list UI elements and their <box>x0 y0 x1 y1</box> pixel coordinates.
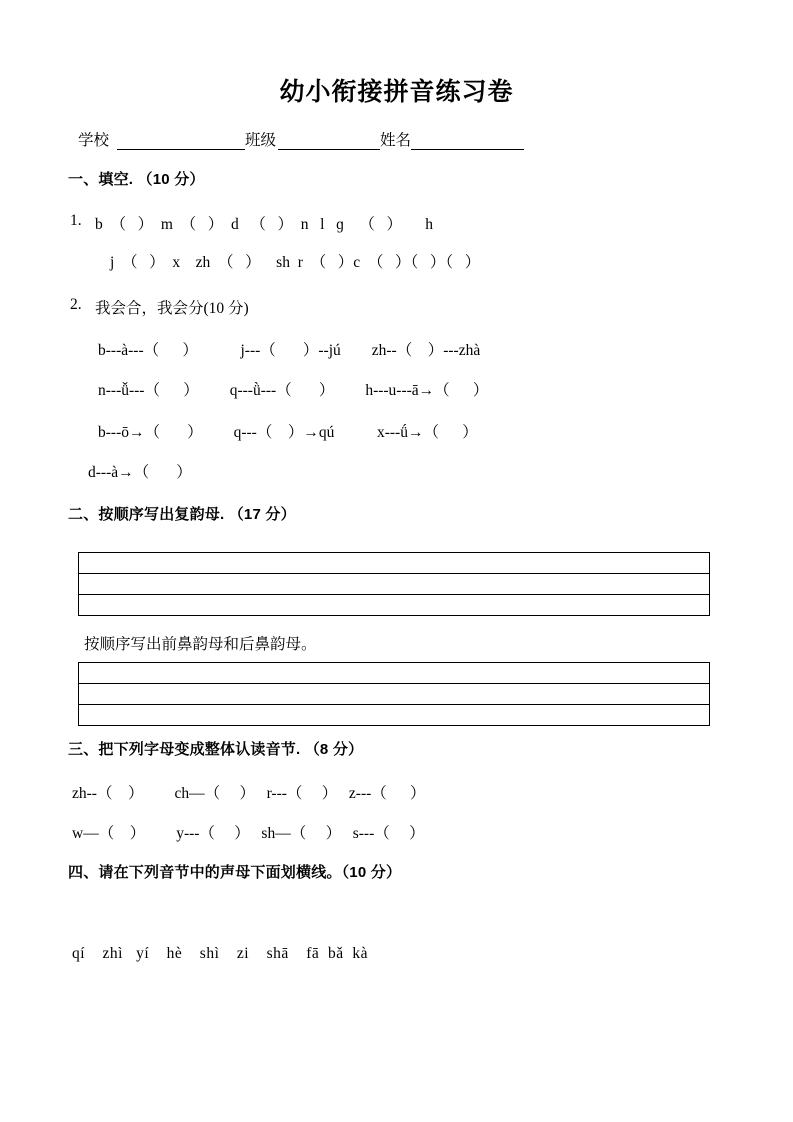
answer-cell[interactable] <box>79 595 710 616</box>
school-label: 学校 <box>78 132 110 149</box>
underline-initials-syllables[interactable]: qí zhì yí hè shì zi shā fā bǎ kà <box>72 945 369 962</box>
name-label: 姓名 <box>380 132 412 149</box>
nasal-finals-instruction: 按顺序写出前鼻韵母和后鼻韵母。 <box>84 636 317 653</box>
table-row[interactable] <box>79 574 710 595</box>
table-row[interactable] <box>79 553 710 574</box>
table-row[interactable] <box>79 663 710 684</box>
combine-row-3[interactable]: b---ō→（ ） q---（ ）→qú x---ǘ→（ ） <box>98 424 478 441</box>
table-row[interactable] <box>79 705 710 726</box>
combine-row-2[interactable]: n---ǚ---（ ） q---ǜ---（ ） h---u---ā→（ ） <box>98 382 489 399</box>
fill-blank-row-1[interactable]: b （ ） m （ ） d （ ） n l ɡ （ ） h <box>95 216 433 233</box>
class-label: 班级 <box>245 132 277 149</box>
fill-blank-row-2[interactable]: j （ ） x zh （ ） sh r （ ）c （ ）（ ）（ ） <box>110 254 481 271</box>
name-input-rule[interactable] <box>411 134 524 150</box>
combine-split-instruction: 我会合，我会分(10 分) <box>95 300 249 317</box>
section-heading-1: 一、填空. （10 分） <box>68 171 205 188</box>
combine-row-1[interactable]: b---à---（ ） j---（ ）--jú zh--（ ）---zhà <box>98 342 481 359</box>
answer-cell[interactable] <box>79 684 710 705</box>
fill-blank-row-1-label: 1. <box>70 212 82 229</box>
whole-syllable-row-2[interactable]: w—（ ） y---（ ） sh—（ ） s---（ ） <box>72 825 425 842</box>
answer-cell[interactable] <box>79 705 710 726</box>
answer-cell[interactable] <box>79 574 710 595</box>
section-heading-3: 三、把下列字母变成整体认读音节. （8 分） <box>68 741 364 758</box>
answer-cell[interactable] <box>79 553 710 574</box>
combine-row-4[interactable]: d---à→（ ） <box>88 464 192 481</box>
whole-syllable-row-1[interactable]: zh--（ ） ch—（ ） r---（ ） z---（ ） <box>72 785 426 802</box>
section-heading-4: 四、请在下列音节中的声母下面划横线。（10 分） <box>68 864 402 881</box>
table-row[interactable] <box>79 595 710 616</box>
compound-finals-answer-table[interactable] <box>78 552 710 616</box>
identity-line <box>78 128 718 152</box>
school-input-rule[interactable] <box>117 134 245 150</box>
page-title: 幼小衔接拼音练习卷 <box>279 78 514 106</box>
table-row[interactable] <box>79 684 710 705</box>
fill-blank-row-3-label: 2. <box>70 296 82 313</box>
nasal-finals-answer-table[interactable] <box>78 662 710 726</box>
answer-cell[interactable] <box>79 663 710 684</box>
class-input-rule[interactable] <box>278 134 380 150</box>
section-heading-2: 二、按顺序写出复韵母. （17 分） <box>68 506 296 523</box>
